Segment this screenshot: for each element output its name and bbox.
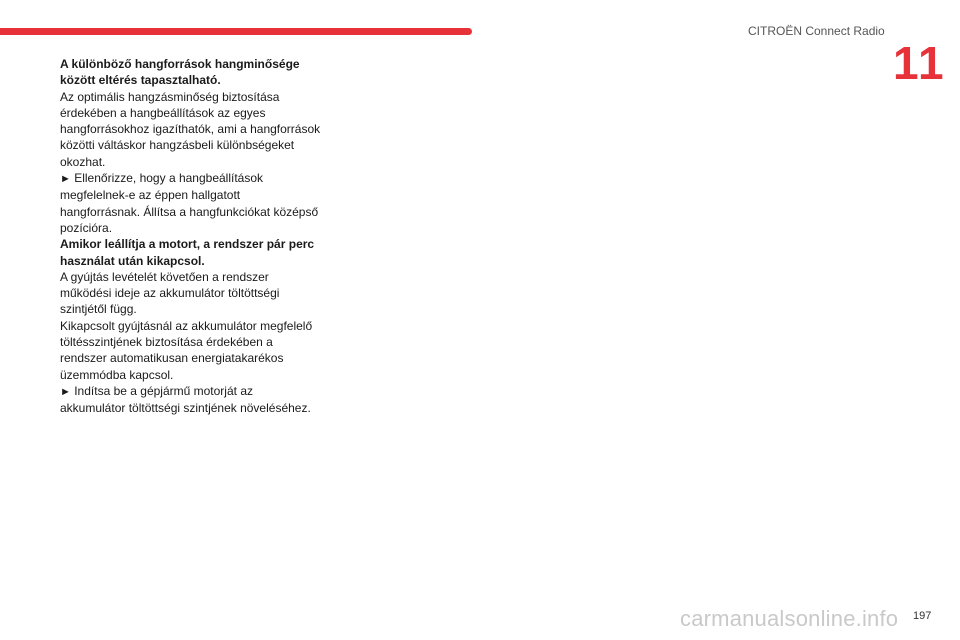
header-accent-bar: [0, 28, 472, 35]
bullet-paragraph-1: [60, 170, 330, 236]
main-content: [60, 56, 330, 417]
bullet-text-2: Indítsa be a gépjármű motorját az akkumulátor töltöttségi szintjének növeléséhez.: [60, 383, 311, 416]
paragraph-5: Kikapcsolt gyújtásnál az akkumulátor megfelelő töltésszintjének biztosítása érdekében a rendszer automatikusan energiatakarékos üzemmódba kapcsol.: [60, 318, 313, 382]
paragraph-4: A gyújtás levételét követően a rendszer működési ideje az akkumulátor töltöttségi szintjétől függ.: [60, 269, 280, 317]
bullet-text-1: Ellenőrizze, hogy a hangbeállítások megfelelnek-e az éppen hallgatott hangforrásnak. Állítsa a hangfunkciókat középső pozícióra.: [60, 171, 319, 235]
page-number: 197: [913, 610, 932, 622]
bullet-arrow-icon: ►: [60, 385, 71, 398]
watermark: carmanualsonline.info: [680, 606, 899, 631]
bullet-paragraph-2: [60, 383, 330, 417]
chapter-number: 11: [893, 37, 946, 89]
bullet-arrow-icon: ►: [60, 173, 71, 186]
paragraph-2: Az optimális hangzásminőség biztosítása érdekében a hangbeállítások az egyes hangforrásokhoz igazíthatók, ami a hangforrások közötti váltáskor hangzásbeli különbségeket okozhat.: [60, 89, 321, 169]
paragraph-3: Amikor leállítja a motort, a rendszer pár perc használat után kikapcsol.: [60, 237, 315, 268]
header-title: CITROËN Connect Radio: [748, 24, 885, 38]
paragraph-1: A különböző hangforrások hangminősége között eltérés tapasztalható.: [60, 57, 300, 88]
